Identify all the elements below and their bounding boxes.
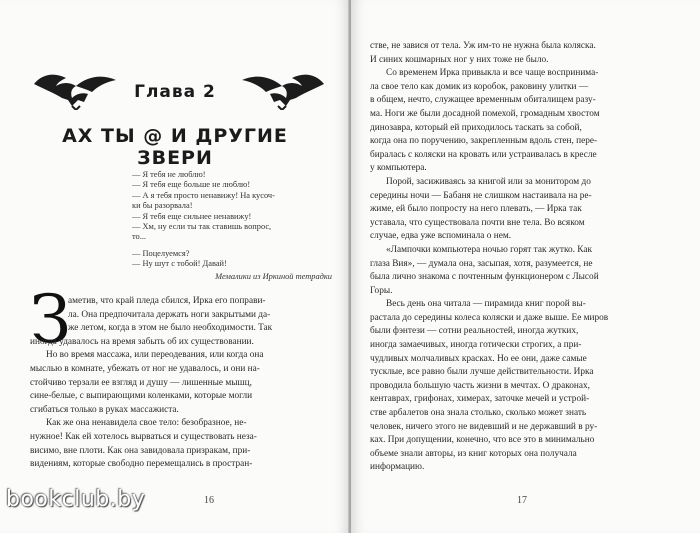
watermark: bookclub.by xyxy=(6,487,146,512)
text-line: динозавра, который ей приходилось таскать за собой, xyxy=(370,122,582,133)
text-line: тусклые, все равно были лучше действительности. Ирка xyxy=(370,367,594,378)
text-line: Весь день она читала — пирамида книг порой вы- xyxy=(386,299,586,310)
page-number-right: 17 xyxy=(517,495,527,506)
text-line: середины ночи — Бабаня не слишком настаивала на ре- xyxy=(370,190,592,201)
text-line: И синих кошмарных ног у них тоже не было. xyxy=(370,54,549,65)
text-line: иногда удавалось на время забыть об их существовании. xyxy=(30,336,254,347)
text-line: ма. Ноги же были досадной помехой, громадным хвостом xyxy=(370,108,600,119)
text-line: глаза Вия», — думала она, засыпая, хотя, разумеется, не xyxy=(370,258,593,269)
text-line: стойчиво терзали ее взгляд и душу — лишенные мышц, xyxy=(30,377,252,388)
text-line: Порой, засиживаясь за книгой или за монитором до xyxy=(386,176,591,187)
text-line: «Лампочки компьютера ночью горят так жутко. Как xyxy=(386,244,593,255)
text-line: иногда замаечивых, иногда готически строгих, а при- xyxy=(370,340,582,351)
text-line: нужное! Как ей хотелось вырваться и существовать неза- xyxy=(30,431,257,442)
text-line: случае, едва уже вспоминала о нем. xyxy=(370,231,512,242)
text-line: уставала, что существовала почти вне тела. Во всяком xyxy=(370,217,585,228)
text-line: видениям, которые свободно перемещались в простран- xyxy=(30,459,253,470)
text-line: ла свое тело как домик из коробок, раковину улитки — xyxy=(370,81,589,92)
text-line: сине-белые, с выпирающими коленками, которые могли xyxy=(30,391,253,402)
text-line: у компьютера. xyxy=(370,163,427,174)
text-line: сгибаться только в руках массажиста. xyxy=(30,404,179,415)
text-line: стве, не завися от тела. Уж им-то не нужна была коляска. xyxy=(370,41,596,51)
chapter-number: Глава 2 xyxy=(134,82,216,102)
text-line: ла. Она предпочитала держать ноги закрытыми да- xyxy=(68,309,271,320)
page-number-left: 16 xyxy=(204,495,214,506)
dragon-ornament-right-icon xyxy=(240,70,326,110)
text-line: объеме знали авторы, из книг которых она получала xyxy=(370,448,577,459)
text-line: чудливых молчаливых красках. Но ее они, даже самые xyxy=(370,353,587,364)
text-line: мыслью в комнате, убежать от ног не удавалось, и они на- xyxy=(30,363,260,374)
text-line: когда она по поручению, закрепленным вдоль стен, пере- xyxy=(370,136,598,147)
text-line: ках. При допущении, конечно, что все это в минимально xyxy=(370,435,595,446)
epigraph-line: — А я тебя просто ненавижу! На кусоч- xyxy=(132,190,275,200)
text-line: растала до середины колеса коляски и даже выше. Ее миров xyxy=(370,312,609,323)
text-line: Горы. xyxy=(370,285,393,296)
epigraph-source: Мемалики из Иркиной тетрадки xyxy=(215,271,332,281)
text-line: Со временем Ирка привыкла и все чаще воспринима- xyxy=(386,68,599,79)
epigraph-line: то... xyxy=(132,232,147,242)
epigraph-line: — Я тебя еще сильнее ненавижу! xyxy=(132,211,252,221)
text-line: человек, ничего этого не видевший и не державший в ру- xyxy=(370,421,598,432)
epigraph-line: — Хм, ну если ты так ставишь вопрос, xyxy=(132,222,272,232)
text-line: была лично знакома с почтенным функционером с Лысой xyxy=(370,272,599,283)
epigraph-line: — Я тебя еще больше не люблю! xyxy=(132,180,251,190)
right-page-text xyxy=(370,40,680,475)
text-line: висимо, вне плоти. Как она завидовала призракам, при- xyxy=(30,445,251,456)
text-line: биралась с коляски на кровать или устраивалась в кресле xyxy=(370,149,597,160)
text-line: были фэнтези — сотни реальностей, иногда жутких, xyxy=(370,326,579,337)
text-line: жиме, ей было попросту на него плевать, — Ирка так xyxy=(370,204,582,215)
text-line: информацию. xyxy=(370,462,425,473)
text-line: проводила большую часть жизни в мечтах. О драконах, xyxy=(370,380,590,391)
text-line: стве арбалетов она знала столько, сколько может знать xyxy=(370,408,587,419)
text-line: аметив, что край пледа сбился, Ирка его поправи- xyxy=(68,296,266,306)
drop-cap: З xyxy=(30,281,72,358)
chapter-title: АХ ТЫ @ И ДРУГИЕ ЗВЕРИ xyxy=(62,125,288,169)
text-line: же летом, когда в этом не было необходимости. Так xyxy=(68,323,273,334)
chapter-header xyxy=(30,70,320,110)
text-line: в общем, нечто, служащее временным обиталищем разу- xyxy=(370,95,596,106)
left-page xyxy=(0,0,349,533)
epigraph-line: — Поцелуемся? xyxy=(132,248,190,258)
epigraph xyxy=(132,170,332,282)
text-line: Как же она ненавидела свое тело: безобразное, не- xyxy=(46,418,247,429)
epigraph-line: — Я тебя не люблю! xyxy=(132,170,206,179)
epigraph-line: — Ну шут с тобой! Давай! xyxy=(132,259,227,269)
epigraph-line: ки бы разорвала! xyxy=(132,201,193,211)
text-line: кентаврах, грифонах, химерах, заточке мечей и устрой- xyxy=(370,394,590,405)
text-line: Но во время массажа, или переодевания, или когда она xyxy=(46,350,264,361)
left-page-text xyxy=(30,295,332,472)
